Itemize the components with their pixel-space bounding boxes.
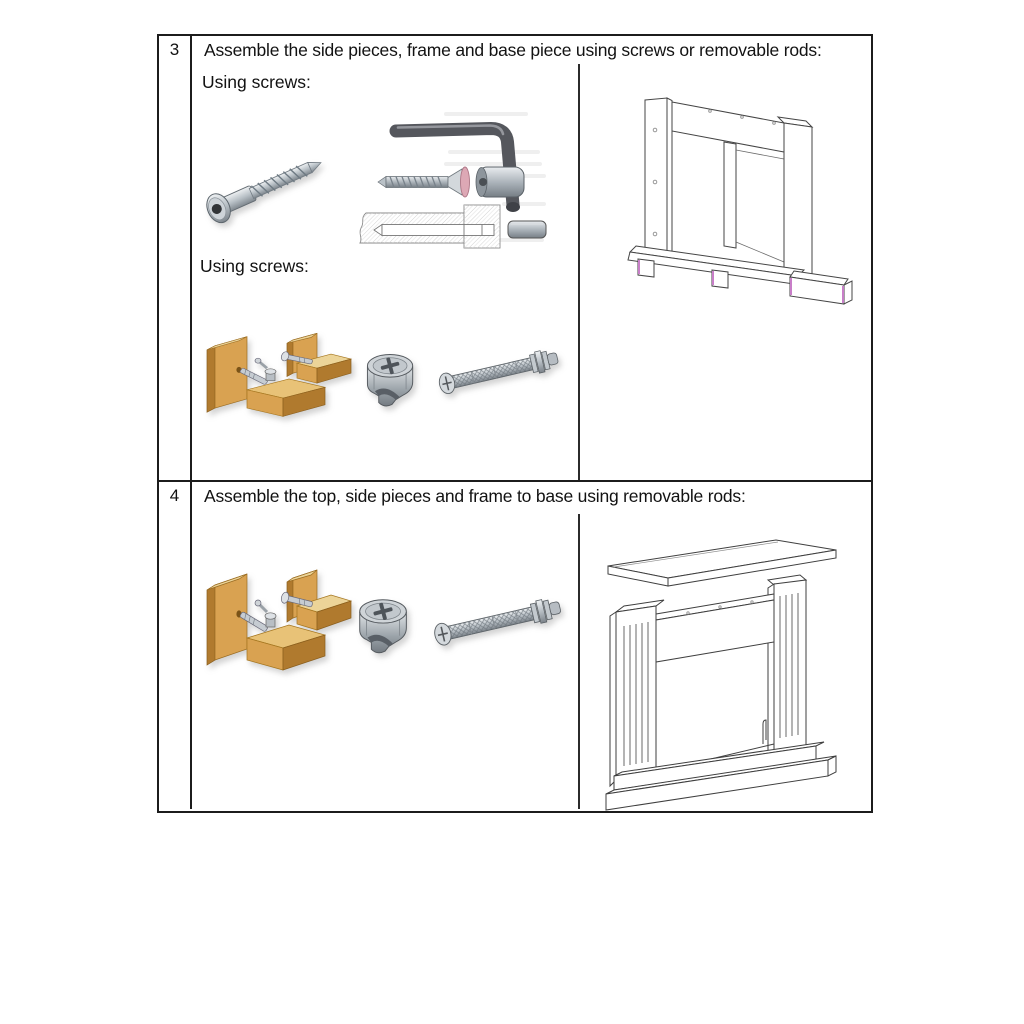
table-row-step-4: [159, 482, 871, 809]
fireplace-surround-diagram: [604, 534, 842, 808]
step-3-diagram-pane: [580, 64, 871, 480]
confirmat-screw-icon: [200, 138, 335, 238]
step-4-content: [192, 482, 871, 809]
cam-lock-fitting-icon: [358, 346, 424, 412]
step-3-body: [192, 64, 871, 480]
using-screws-label-1: Using screws:: [202, 72, 311, 92]
step-4-hardware-pane: [192, 514, 580, 809]
step-number-cell: 4: [159, 482, 192, 809]
knurled-dowel-screw-icon: [433, 336, 565, 404]
knurled-dowel-screw-icon: [428, 584, 568, 656]
step-3-instruction: Assemble the side pieces, frame and base piece using screws or removable rods:: [204, 40, 822, 60]
cam-lock-fitting-icon: [350, 590, 418, 660]
instruction-table: [157, 34, 873, 813]
step-4-instruction: Assemble the top, side pieces and frame to base using removable rods:: [204, 486, 746, 506]
step-3-hardware-pane: [192, 64, 580, 480]
fastener-set-illustration: [352, 110, 548, 246]
table-row-step-3: [159, 36, 871, 482]
step-3-content: [192, 36, 871, 480]
step-number-cell: 3: [159, 36, 192, 480]
frame-assembly-diagram: [628, 90, 858, 312]
step-4-body: [192, 514, 871, 809]
step-4-diagram-pane: [580, 514, 871, 809]
wood-cam-joint-icon: [203, 320, 353, 428]
screw-washer-barrel-nut-icon: [378, 167, 524, 197]
wood-cam-joint-icon: [203, 554, 353, 684]
using-screws-label-2: Using screws:: [200, 256, 309, 276]
